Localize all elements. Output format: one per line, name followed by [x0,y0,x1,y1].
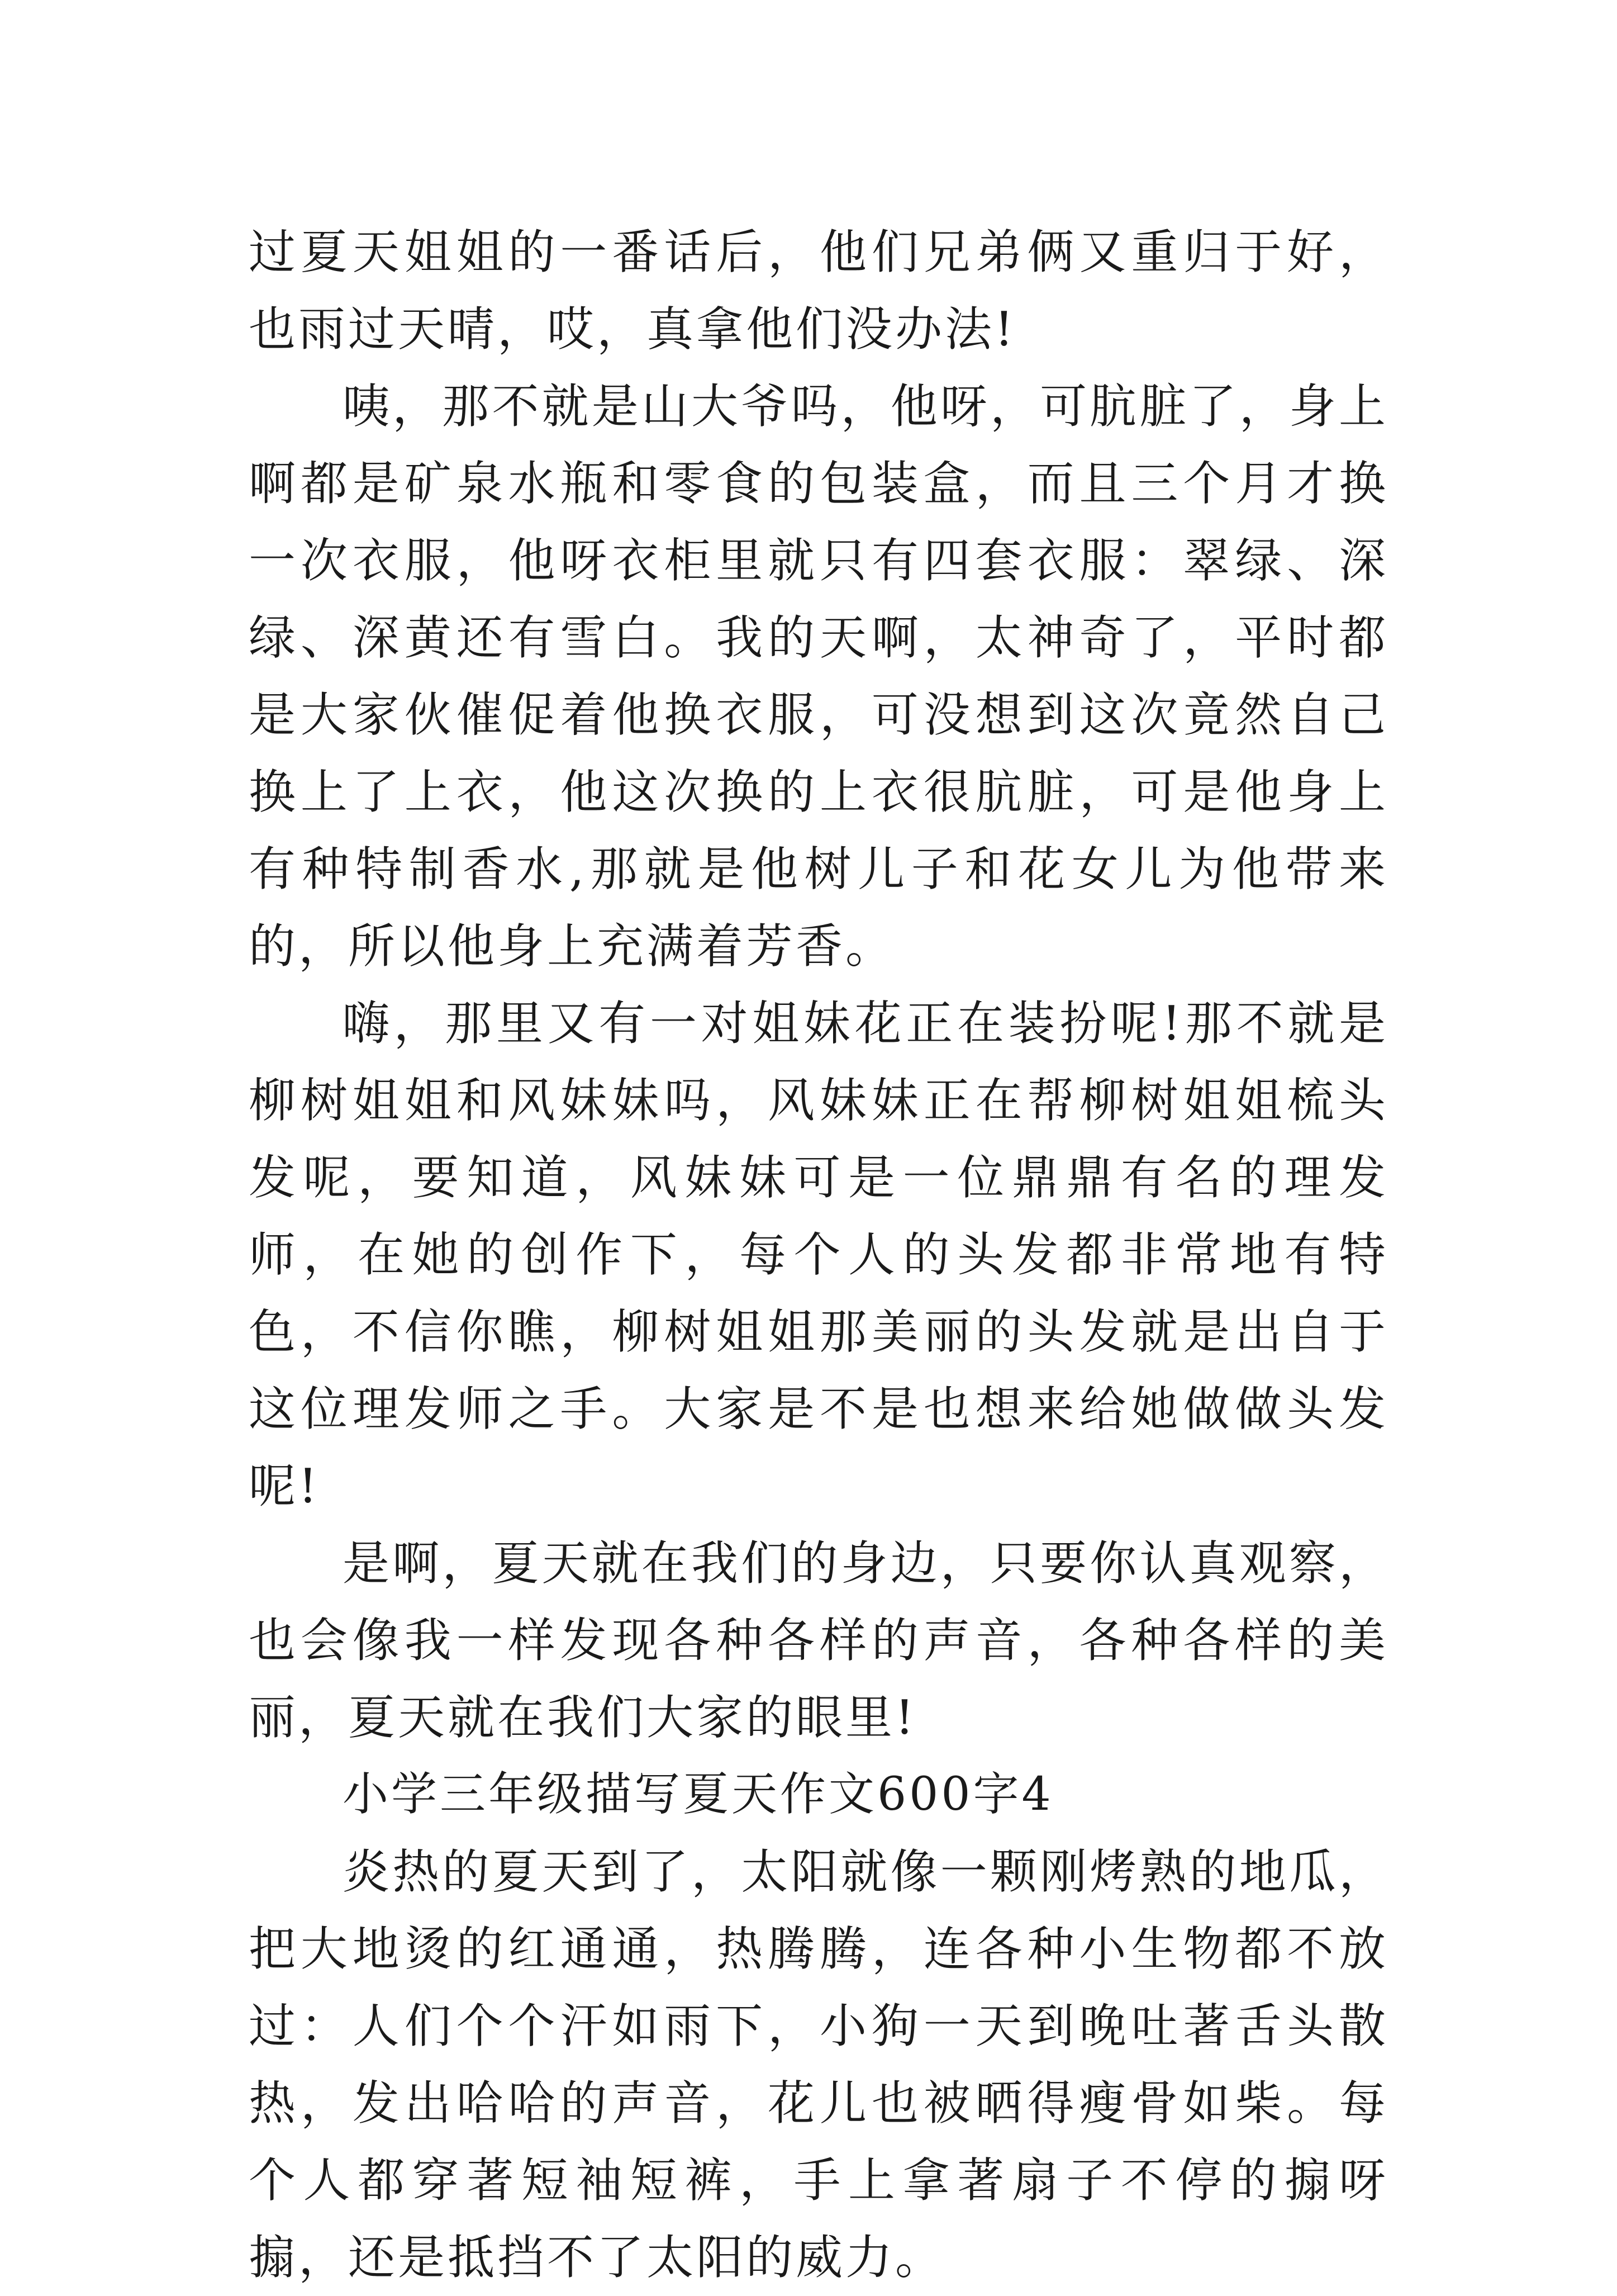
document-body [249,214,1388,2296]
paragraph-continued: 过夏天姐姐的一番话后，他们兄弟俩又重归于好，也雨过天晴，哎，真拿他们没办法! [249,225,1388,357]
paragraph-willow-sisters: 嗨，那里又有一对姐妹花正在装扮呢!那不就是柳树姐姐和风妹妹吗，风妹妹正在帮柳树姐姐梳头发呢，要知道，风妹妹可是一位鼎鼎有名的理发师，在她的创作下，每个人的头发都非常地有特色，不信你瞧，柳树姐姐那美丽的头发就是出自于这位理发师之手。大家是不是也想来给她做做头发呢! [249,996,1388,1514]
paragraph-mountain-grandpa: 咦，那不就是山大爷吗，他呀，可肮脏了，身上啊都是矿泉水瓶和零食的包装盒，而且三个月才换一次衣服，他呀衣柜里就只有四套衣服：翠绿、深绿、深黄还有雪白。我的天啊，太神奇了，平时都是大家伙催促着他换衣服，可没想到这次竟然自己换上了上衣，他这次换的上衣很肮脏，可是他身上有种特制香水,那就是他树儿子和花女儿为他带来的，所以他身上充满着芳香。 [249,379,1388,974]
paragraph-summer-conclusion: 是啊，夏天就在我们的身边，只要你认真观察，也会像我一样发现各种各样的声音，各种各样的美丽，夏天就在我们大家的眼里! [249,1536,1388,1745]
essay-heading: 小学三年级描写夏天作文600字4 [343,1768,1054,1821]
paragraph-hot-summer: 炎热的夏天到了，太阳就像一颗刚烤熟的地瓜，把大地烫的红通通，热腾腾，连各种小生物都不放过：人们个个汗如雨下，小狗一天到晚吐著舌头散热，发出哈哈的声音，花儿也被晒得瘦骨如柴。每个人都穿著短袖短裤，手上拿著扇子不停的搧呀搧，还是抵挡不了太阳的威力。 [249,1844,1388,2285]
